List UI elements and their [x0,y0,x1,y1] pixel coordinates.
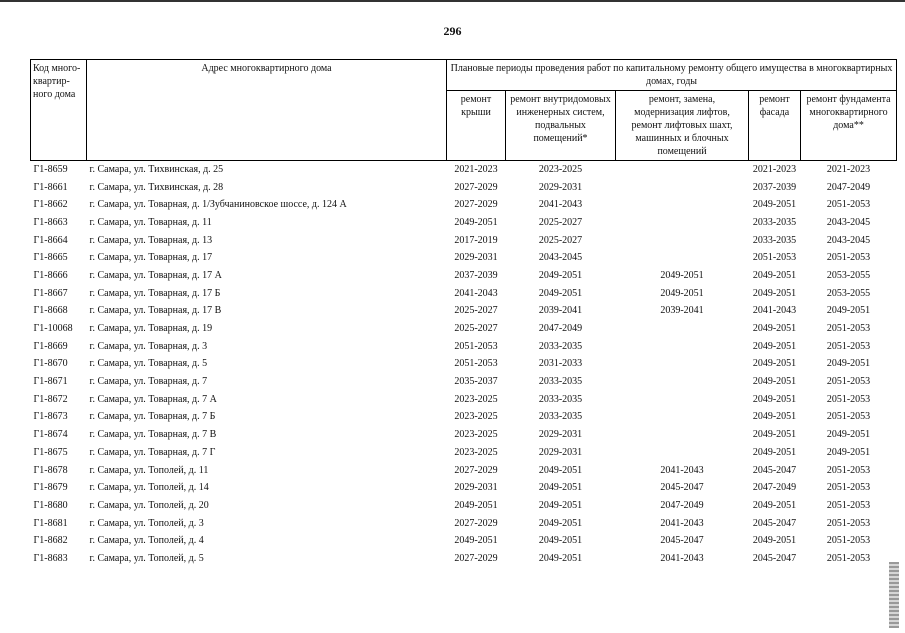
cell-lifts: 2041-2043 [660,464,704,476]
cell-code: Г1-8678 [33,464,68,476]
cell-systems: 2049-2051 [538,482,583,494]
table-row [31,391,897,409]
cell-foundation: 2051-2053 [826,517,871,529]
cell-lifts: 2041-2043 [660,517,704,529]
cell-systems: 2033-2035 [538,411,583,423]
cell-systems: 2049-2051 [538,499,583,511]
cell-facade: 2045-2047 [752,464,797,476]
cell-facade: 2041-2043 [752,305,797,317]
cell-systems: 2049-2051 [538,464,583,476]
cell-address: г. Самара, ул. Товарная, д. 11 [89,216,212,228]
cell-lifts: 2041-2043 [660,552,704,564]
cell-address: г. Самара, ул. Товарная, д. 5 [89,358,208,370]
cell-systems: 2025-2027 [538,234,583,246]
cell-foundation: 2043-2045 [826,234,871,246]
cell-lifts [616,214,749,232]
cell-code: Г1-8661 [33,181,68,193]
cell-systems: 2029-2031 [538,181,583,193]
cell-address: г. Самара, ул. Товарная, д. 7 [89,376,208,388]
cell-roof: 2023-2025 [454,411,498,423]
table-row [31,426,897,444]
cell-address: г. Самара, ул. Товарная, д. 17 А [89,269,222,281]
cell-facade: 2049-2051 [752,393,797,405]
table-row [31,161,897,179]
cell-roof: 2029-2031 [454,252,498,264]
cell-address: г. Самара, ул. Тополей, д. 5 [89,552,204,564]
cell-systems: 2049-2051 [538,269,583,281]
cell-facade: 2037-2039 [752,181,797,193]
cell-roof: 2027-2029 [454,517,498,529]
cell-code: Г1-8674 [33,429,68,441]
table-row [31,444,897,462]
cell-facade: 2049-2051 [752,199,797,211]
cell-roof: 2029-2031 [454,482,498,494]
cell-lifts [616,444,749,462]
cell-foundation: 2051-2053 [826,199,871,211]
cell-facade: 2049-2051 [752,340,797,352]
cell-systems: 2023-2025 [538,163,583,175]
cell-systems: 2033-2035 [538,393,583,405]
cell-roof: 2049-2051 [454,216,498,228]
cell-foundation: 2053-2055 [826,287,871,299]
cell-code: Г1-8673 [33,411,68,423]
cell-address: г. Самара, ул. Товарная, д. 13 [89,234,213,246]
cell-facade: 2045-2047 [752,552,797,564]
cell-systems: 2041-2043 [538,199,583,211]
cell-address: г. Самара, ул. Товарная, д. 19 [89,323,213,335]
cell-lifts: 2049-2051 [660,269,704,281]
header-foundation: ремонт фундамента многоквартирного дома** [801,91,897,161]
cell-systems: 2033-2035 [538,340,583,352]
top-border-line [0,0,905,2]
cell-roof: 2021-2023 [454,163,498,175]
cell-roof: 2049-2051 [454,499,498,511]
cell-address: г. Самара, ул. Тополей, д. 11 [89,464,209,476]
table-row [31,196,897,214]
cell-roof: 2025-2027 [454,323,498,335]
cell-foundation: 2051-2053 [826,499,871,511]
cell-code: Г1-8675 [33,446,68,458]
cell-lifts: 2049-2051 [660,287,704,299]
cell-roof: 2025-2027 [454,305,498,317]
cell-roof: 2027-2029 [454,552,498,564]
cell-foundation: 2051-2053 [826,323,871,335]
cell-code: Г1-8666 [33,269,68,281]
cell-code: Г1-8663 [33,216,68,228]
cell-lifts [616,373,749,391]
cell-roof: 2027-2029 [454,199,498,211]
cell-code: Г1-8670 [33,358,68,370]
cell-roof: 2035-2037 [454,376,498,388]
header-periods: Плановые периоды проведения работ по капитальному ремонту общего имущества в многоквартирных домах, годы [447,60,897,91]
header-roof: ремонт крыши [447,91,506,161]
cell-facade: 2049-2051 [752,411,797,423]
table-row [31,373,897,391]
cell-systems: 2043-2045 [538,252,583,264]
cell-facade: 2021-2023 [752,163,797,175]
cell-facade: 2049-2051 [752,269,797,281]
cell-lifts [616,320,749,338]
cell-facade: 2033-2035 [752,216,797,228]
header-lifts: ремонт, замена, модернизация лифтов, ремонт лифтовых шахт, машинных и блочных помещений [616,91,749,161]
table-row [31,320,897,338]
cell-code: Г1-8668 [33,305,68,317]
cell-foundation: 2051-2053 [826,535,871,547]
cell-code: Г1-8679 [33,482,68,494]
table-row [31,462,897,480]
table-row [31,479,897,497]
cell-address: г. Самара, ул. Тополей, д. 20 [89,499,209,511]
cell-roof: 2023-2025 [454,446,498,458]
cell-lifts [616,196,749,214]
cell-lifts [616,338,749,356]
cell-systems: 2047-2049 [538,323,583,335]
cell-foundation: 2049-2051 [826,305,871,317]
cell-address: г. Самара, ул. Тихвинская, д. 25 [89,163,224,175]
cell-facade: 2049-2051 [752,287,797,299]
cell-lifts [616,232,749,250]
cell-foundation: 2051-2053 [826,393,871,405]
cell-facade: 2045-2047 [752,517,797,529]
page-number: 296 [443,24,462,38]
cell-facade: 2049-2051 [752,358,797,370]
cell-roof: 2049-2051 [454,535,498,547]
table-header [31,60,897,161]
cell-address: г. Самара, ул. Тополей, д. 14 [89,482,209,494]
cell-code: Г1-8672 [33,393,68,405]
cell-facade: 2049-2051 [752,429,797,441]
cell-foundation: 2049-2051 [826,429,871,441]
cell-foundation: 2051-2053 [826,411,871,423]
cell-roof: 2017-2019 [454,234,498,246]
cell-systems: 2033-2035 [538,376,583,388]
cell-lifts [616,161,749,179]
cell-code: Г1-8681 [33,517,68,529]
cell-lifts [616,179,749,197]
cell-code: Г1-8667 [33,287,68,299]
header-code: Код много-квартир-ного дома [31,60,87,161]
scan-edge-mark [889,562,899,628]
cell-foundation: 2051-2053 [826,252,871,264]
cell-roof: 2027-2029 [454,181,498,193]
table-row [31,285,897,303]
cell-code: Г1-8669 [33,340,68,352]
cell-facade: 2033-2035 [752,234,797,246]
cell-lifts: 2039-2041 [660,305,704,317]
cell-foundation: 2049-2051 [826,446,871,458]
cell-roof: 2041-2043 [454,287,498,299]
cell-foundation: 2047-2049 [826,181,871,193]
cell-foundation: 2049-2051 [826,358,871,370]
cell-code: Г1-8664 [33,234,68,246]
cell-lifts [616,426,749,444]
cell-address: г. Самара, ул. Тополей, д. 3 [89,517,204,529]
cell-facade: 2049-2051 [752,446,797,458]
cell-lifts: 2045-2047 [660,535,704,547]
cell-systems: 2029-2031 [538,429,583,441]
cell-facade: 2051-2053 [752,252,797,264]
cell-facade: 2047-2049 [752,482,797,494]
cell-facade: 2049-2051 [752,499,797,511]
cell-roof: 2027-2029 [454,464,498,476]
cell-code: Г1-8682 [33,535,68,547]
cell-foundation: 2051-2053 [826,464,871,476]
cell-systems: 2031-2033 [538,358,583,370]
cell-foundation: 2051-2053 [826,482,871,494]
cell-address: г. Самара, ул. Товарная, д. 17 [89,252,213,264]
cell-lifts [616,391,749,409]
cell-systems: 2049-2051 [538,287,583,299]
header-facade: ремонт фасада [749,91,801,161]
cell-foundation: 2051-2053 [826,376,871,388]
table-row [31,356,897,374]
cell-roof: 2023-2025 [454,393,498,405]
cell-roof: 2051-2053 [454,340,498,352]
cell-facade: 2049-2051 [752,376,797,388]
cell-foundation: 2051-2053 [826,340,871,352]
cell-systems: 2049-2051 [538,552,583,564]
cell-address: г. Самара, ул. Тихвинская, д. 28 [89,181,224,193]
table-row [31,267,897,285]
cell-systems: 2039-2041 [538,305,583,317]
cell-address: г. Самара, ул. Товарная, д. 17 В [89,305,222,317]
table-row [31,214,897,232]
cell-systems: 2049-2051 [538,535,583,547]
cell-lifts [616,409,749,427]
table-row [31,550,897,568]
table-body [31,161,897,568]
table-row [31,249,897,267]
cell-code: Г1-8680 [33,499,68,511]
table-row [31,303,897,321]
table-row [31,179,897,197]
cell-address: г. Самара, ул. Товарная, д. 1/Зубчаниновское шоссе, д. 124 А [89,199,347,211]
table-row [31,232,897,250]
table-row [31,515,897,533]
cell-code: Г1-10068 [33,323,73,335]
header-address: Адрес многоквартирного дома [87,60,447,161]
cell-lifts [616,249,749,267]
table-row [31,409,897,427]
cell-foundation: 2053-2055 [826,269,871,281]
cell-address: г. Самара, ул. Тополей, д. 4 [89,535,204,547]
table-row [31,532,897,550]
cell-roof: 2037-2039 [454,269,498,281]
cell-roof: 2023-2025 [454,429,498,441]
cell-code: Г1-8665 [33,252,68,264]
cell-code: Г1-8683 [33,552,68,564]
cell-systems: 2029-2031 [538,446,583,458]
cell-foundation: 2021-2023 [826,163,871,175]
cell-code: Г1-8659 [33,163,68,175]
capital-repair-table [30,59,897,568]
cell-lifts: 2045-2047 [660,482,704,494]
cell-foundation: 2043-2045 [826,216,871,228]
cell-code: Г1-8662 [33,199,68,211]
cell-code: Г1-8671 [33,376,68,388]
cell-facade: 2049-2051 [752,535,797,547]
cell-foundation: 2051-2053 [826,552,871,564]
cell-systems: 2025-2027 [538,216,583,228]
cell-roof: 2051-2053 [454,358,498,370]
cell-address: г. Самара, ул. Товарная, д. 17 Б [89,287,221,299]
cell-lifts [616,356,749,374]
cell-address: г. Самара, ул. Товарная, д. 3 [89,340,208,352]
cell-address: г. Самара, ул. Товарная, д. 7 Б [89,411,216,423]
cell-address: г. Самара, ул. Товарная, д. 7 Г [89,446,216,458]
cell-address: г. Самара, ул. Товарная, д. 7 А [89,393,217,405]
header-systems: ремонт внутридомовых инженерных систем, подвальных помещений* [506,91,616,161]
table-row [31,497,897,515]
cell-systems: 2049-2051 [538,517,583,529]
cell-facade: 2049-2051 [752,323,797,335]
cell-lifts: 2047-2049 [660,499,704,511]
table-row [31,338,897,356]
cell-address: г. Самара, ул. Товарная, д. 7 В [89,429,217,441]
